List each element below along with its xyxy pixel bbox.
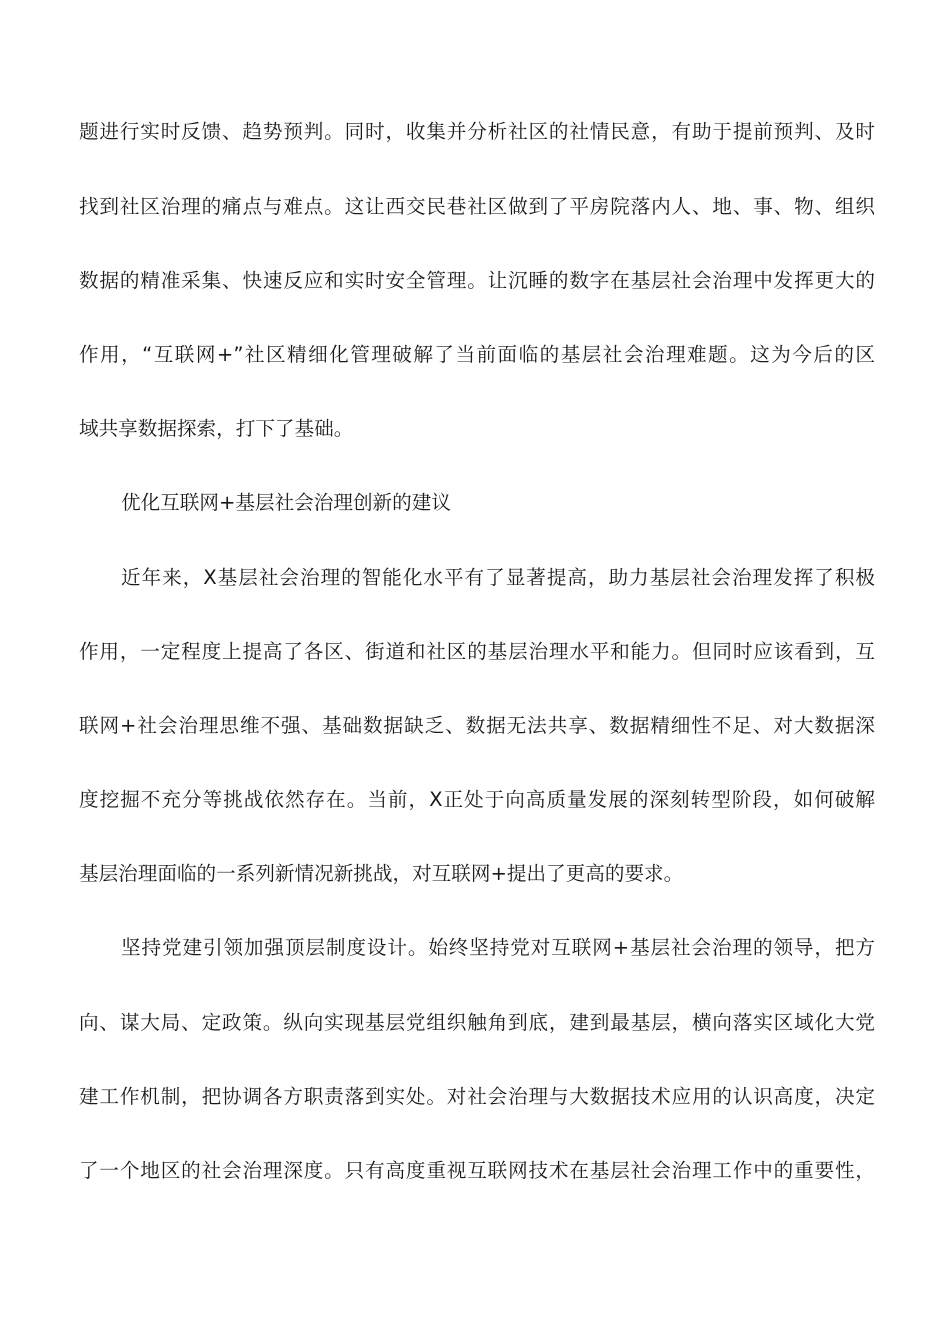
paragraph-line: 联网+社会治理思维不强、基础数据缺乏、数据无法共享、数据精细性不足、对大数据深	[79, 714, 875, 737]
paragraph-line: 建工作机制，把协调各方职责落到实处。对社会治理与大数据技术应用的认识高度，决定	[79, 1085, 875, 1108]
paragraph-line: 了一个地区的社会治理深度。只有高度重视互联网技术在基层社会治理工作中的重要性，	[79, 1159, 875, 1182]
paragraph-line: 域共享数据探索，打下了基础。	[79, 417, 354, 440]
paragraph-line: 题进行实时反馈、趋势预判。同时，收集并分析社区的社情民意，有助于提前预判、及时	[79, 120, 875, 143]
paragraph-line: 度挖掘不充分等挑战依然存在。当前，X正处于向高质量发展的深刻转型阶段，如何破解	[79, 788, 875, 811]
paragraph-line: 向、谋大局、定政策。纵向实现基层党组织触角到底，建到最基层，横向落实区域化大党	[79, 1011, 875, 1034]
paragraph-line: 作用，一定程度上提高了各区、街道和社区的基层治理水平和能力。但同时应该看到，互	[79, 640, 875, 663]
paragraph-line: 找到社区治理的痛点与难点。这让西交民巷社区做到了平房院落内人、地、事、物、组织	[79, 195, 875, 218]
paragraph-line: 作用，“互联网+”社区精细化管理破解了当前面临的基层社会治理难题。这为今后的区	[79, 343, 875, 366]
paragraph-line: 基层治理面临的一系列新情况新挑战，对互联网+提出了更高的要求。	[79, 862, 684, 885]
section-heading: 优化互联网+基层社会治理创新的建议	[121, 491, 451, 514]
paragraph-line: 坚持党建引领加强顶层制度设计。始终坚持党对互联网+基层社会治理的领导，把方	[121, 936, 875, 959]
paragraph-line: 数据的精准采集、快速反应和实时安全管理。让沉睡的数字在基层社会治理中发挥更大的	[79, 269, 875, 292]
paragraph-line: 近年来，X基层社会治理的智能化水平有了显著提高，助力基层社会治理发挥了积极	[121, 566, 875, 589]
